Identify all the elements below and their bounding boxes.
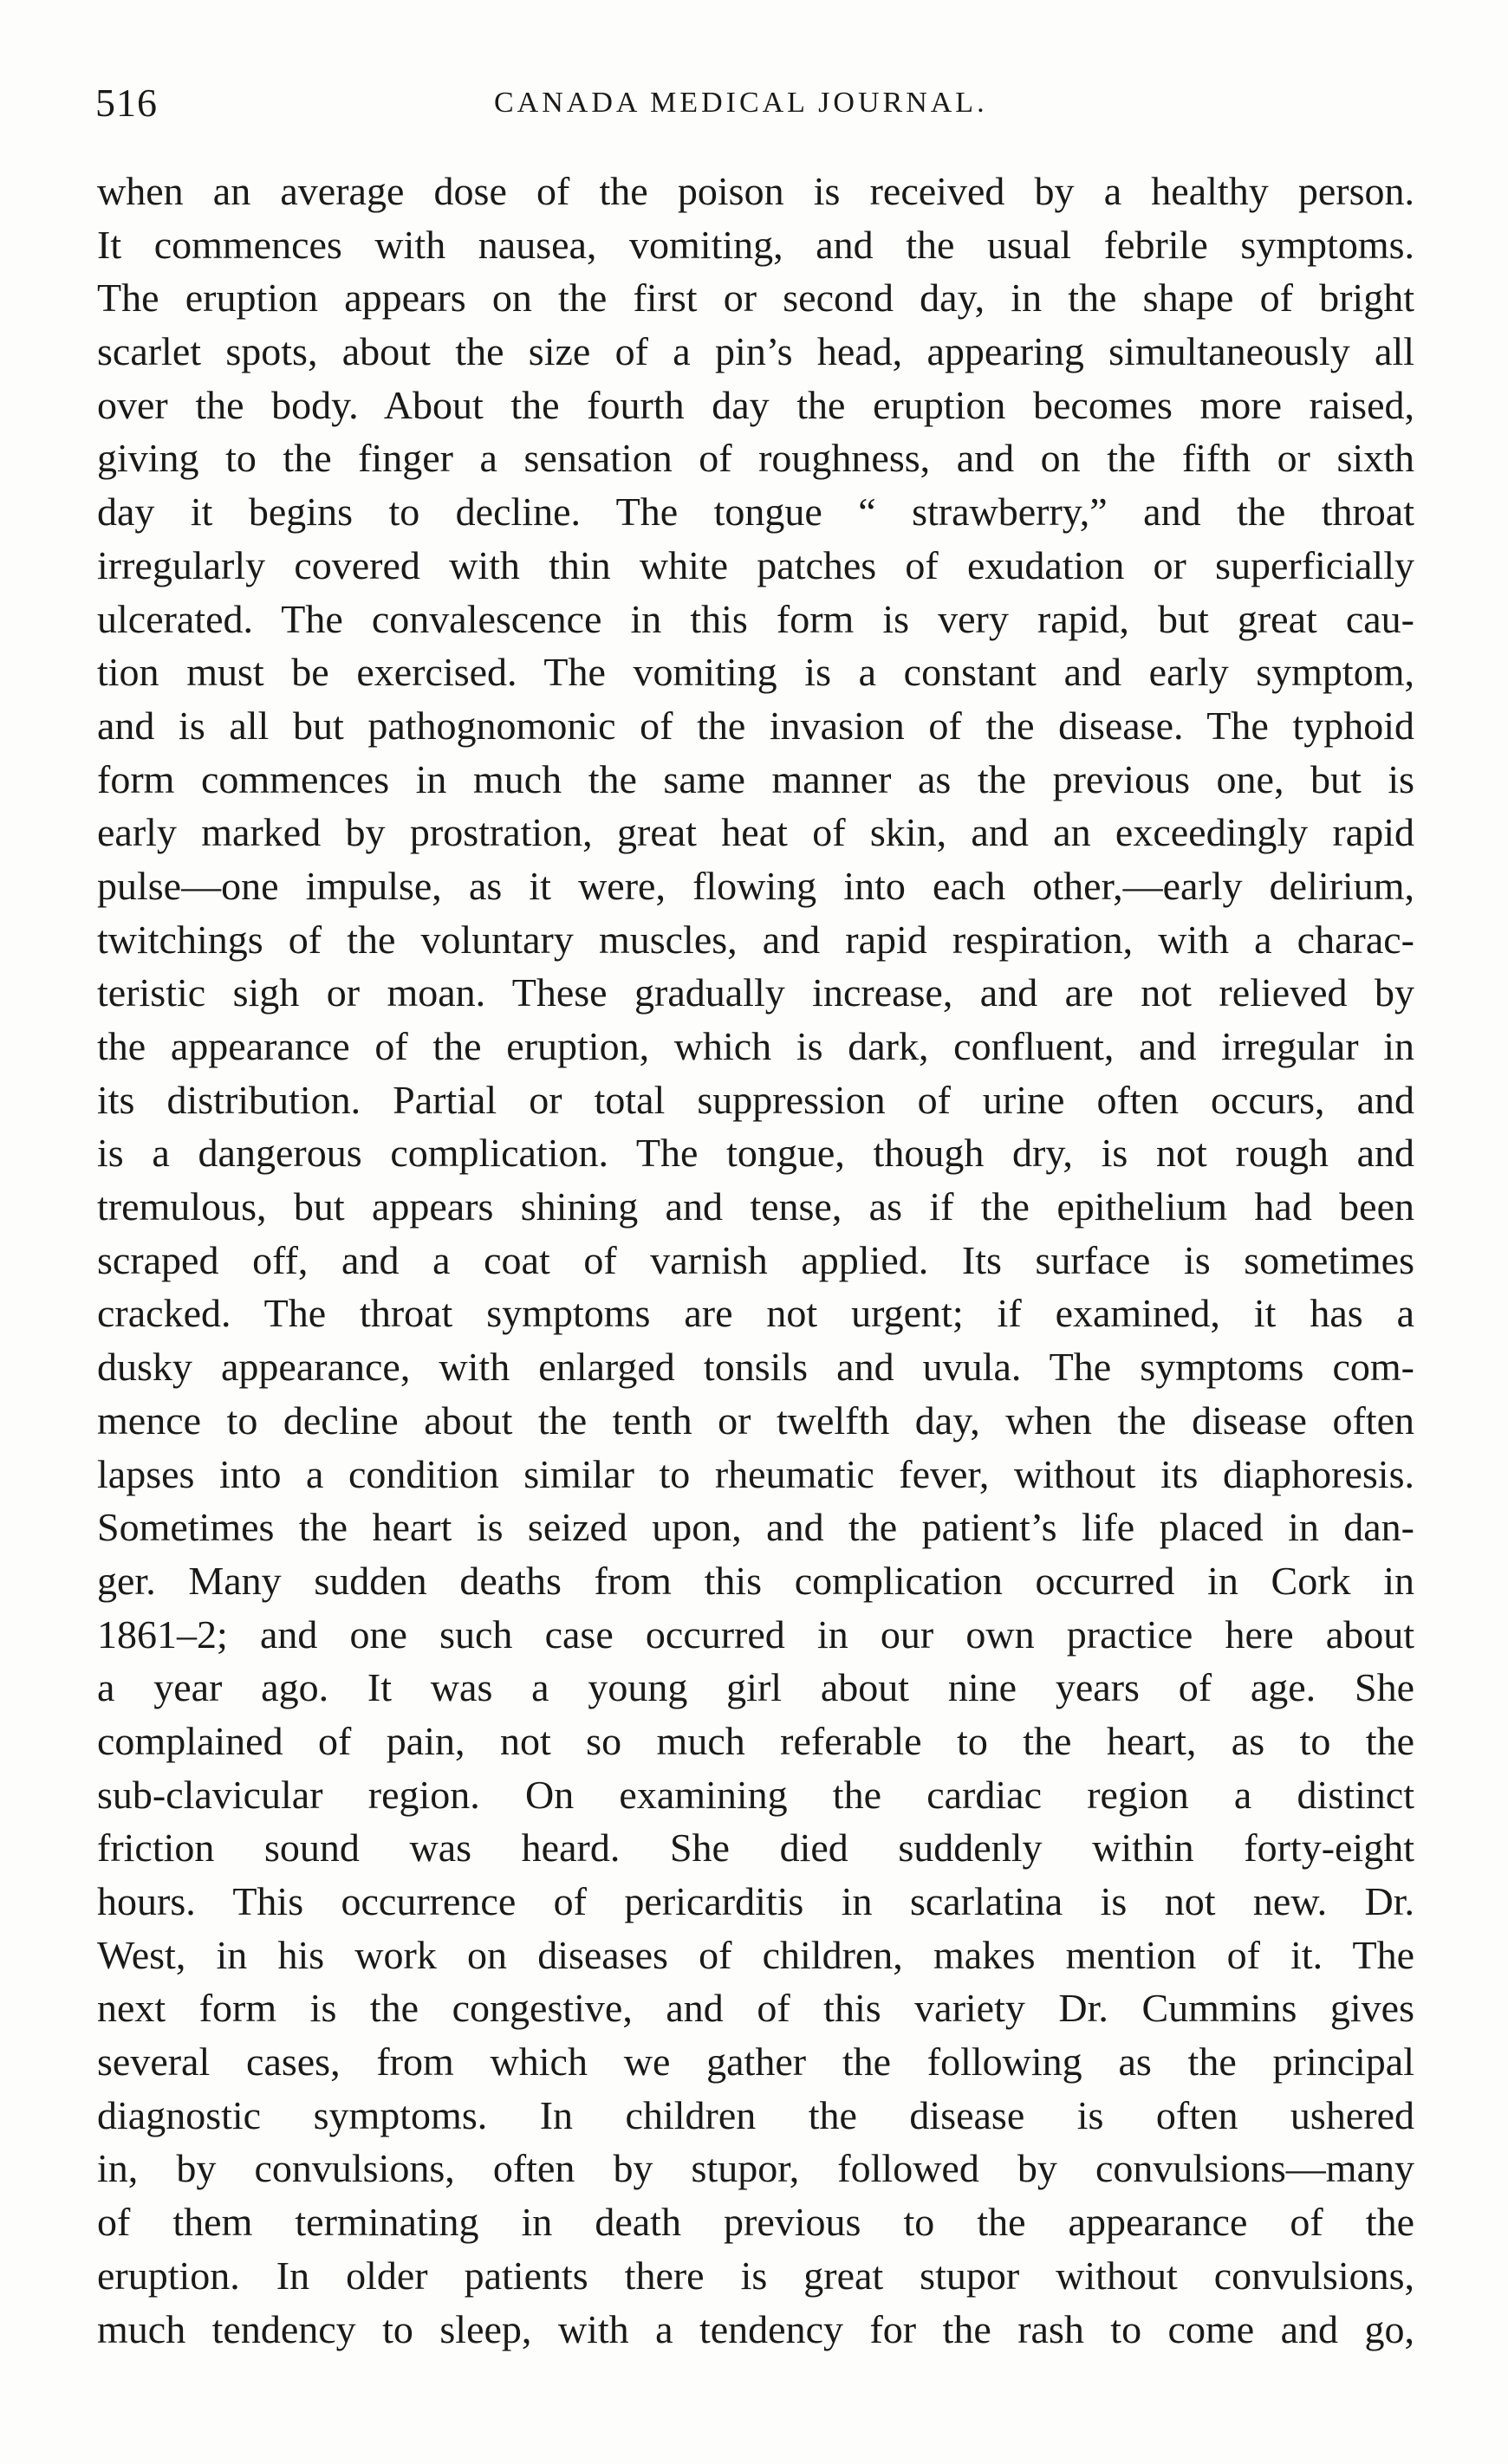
text-line: mence to decline about the tenth or twelfth day, when the disease often	[97, 1397, 1414, 1443]
text-line: lapses into a condition similar to rheumatic fever, without its diaphoresis.	[97, 1451, 1414, 1496]
text-line: teristic sigh or moan. These gradually increase, and are not relieved by	[97, 970, 1414, 1015]
text-line: is a dangerous complication. The tongue, though dry, is not rough and	[97, 1131, 1414, 1176]
text-line: the appearance of the eruption, which is dark, confluent, and irregular in	[97, 1024, 1414, 1068]
text-line: scarlet spots, about the size of a pin’s head, appearing simultaneously all	[97, 329, 1414, 374]
text-line: Sometimes the heart is seized upon, and the patient’s life placed in dan-	[97, 1505, 1414, 1550]
text-line: giving to the finger a sensation of roughness, and on the fifth or sixth	[97, 436, 1414, 481]
text-line: much tendency to sleep, with a tendency for the rash to come and go,	[97, 2306, 1414, 2351]
text-line: of them terminating in death previous to the appearance of the	[97, 2200, 1414, 2245]
text-line: The eruption appears on the first or second day, in the shape of bright	[97, 276, 1414, 321]
running-head: CANADA MEDICAL JOURNAL.	[494, 87, 988, 119]
text-line: eruption. In older patients there is great stupor without convulsions,	[97, 2253, 1414, 2298]
text-line: irregularly covered with thin white patches of exudation or superficially	[97, 542, 1414, 587]
text-line: pulse—one impulse, as it were, flowing into each other,—early delirium,	[97, 863, 1414, 908]
text-line: It commences with nausea, vomiting, and the usual febrile symptoms.	[97, 222, 1414, 267]
text-line: next form is the congestive, and of this variety Dr. Cummins gives	[97, 1986, 1414, 2031]
text-line: form commences in much the same manner as the previous one, but is	[97, 756, 1414, 801]
text-line: cracked. The throat symptoms are not urgent; if examined, it has a	[97, 1291, 1414, 1336]
page-header	[95, 80, 1413, 132]
text-line: diagnostic symptoms. In children the disease is often ushered	[97, 2092, 1414, 2137]
text-line: in, by convulsions, often by stupor, followed by convulsions—many	[97, 2146, 1414, 2191]
text-line: over the body. About the fourth day the eruption becomes more raised,	[97, 382, 1414, 427]
text-line: tion must be exercised. The vomiting is a constant and early symptom,	[97, 650, 1414, 695]
text-line: and is all but pathognomonic of the invasion of the disease. The typhoid	[97, 703, 1414, 748]
text-line: friction sound was heard. She died suddenly within forty-eight	[97, 1825, 1414, 1871]
text-line: 1861–2; and one such case occurred in our own practice here about	[97, 1611, 1414, 1657]
text-line: hours. This occurrence of pericarditis in scarlatina is not new. Dr.	[97, 1879, 1414, 1923]
text-line: day it begins to decline. The tongue “ strawberry,” and the throat	[97, 490, 1414, 535]
text-line: dusky appearance, with enlarged tonsils and uvula. The symptoms com-	[97, 1345, 1414, 1390]
text-line: a year ago. It was a young girl about nine years of age. She	[97, 1665, 1414, 1710]
text-line: complained of pain, not so much referable to the heart, as to the	[97, 1718, 1414, 1763]
text-line: ulcerated. The convalescence in this form is very rapid, but great cau-	[97, 596, 1414, 641]
text-line: early marked by prostration, great heat of skin, and an exceedingly rapid	[97, 810, 1414, 855]
text-line: tremulous, but appears shining and tense, as if the epithelium had been	[97, 1184, 1414, 1229]
text-line: sub-clavicular region. On examining the cardiac region a distinct	[97, 1772, 1414, 1817]
text-line: several cases, from which we gather the following as the principal	[97, 2039, 1414, 2085]
text-line: twitchings of the voluntary muscles, and rapid respiration, with a charac-	[97, 917, 1414, 962]
text-line: its distribution. Partial or total suppression of urine often occurs, and	[97, 1077, 1414, 1122]
page-number: 516	[95, 81, 158, 125]
text-line: West, in his work on diseases of children, makes mention of it. The	[97, 1932, 1414, 1977]
text-line: scraped off, and a coat of varnish applied. Its surface is sometimes	[97, 1237, 1414, 1282]
body-text	[97, 165, 1414, 2356]
text-line: ger. Many sudden deaths from this complication occurred in Cork in	[97, 1558, 1414, 1603]
text-line: when an average dose of the poison is received by a healthy person.	[97, 169, 1414, 213]
